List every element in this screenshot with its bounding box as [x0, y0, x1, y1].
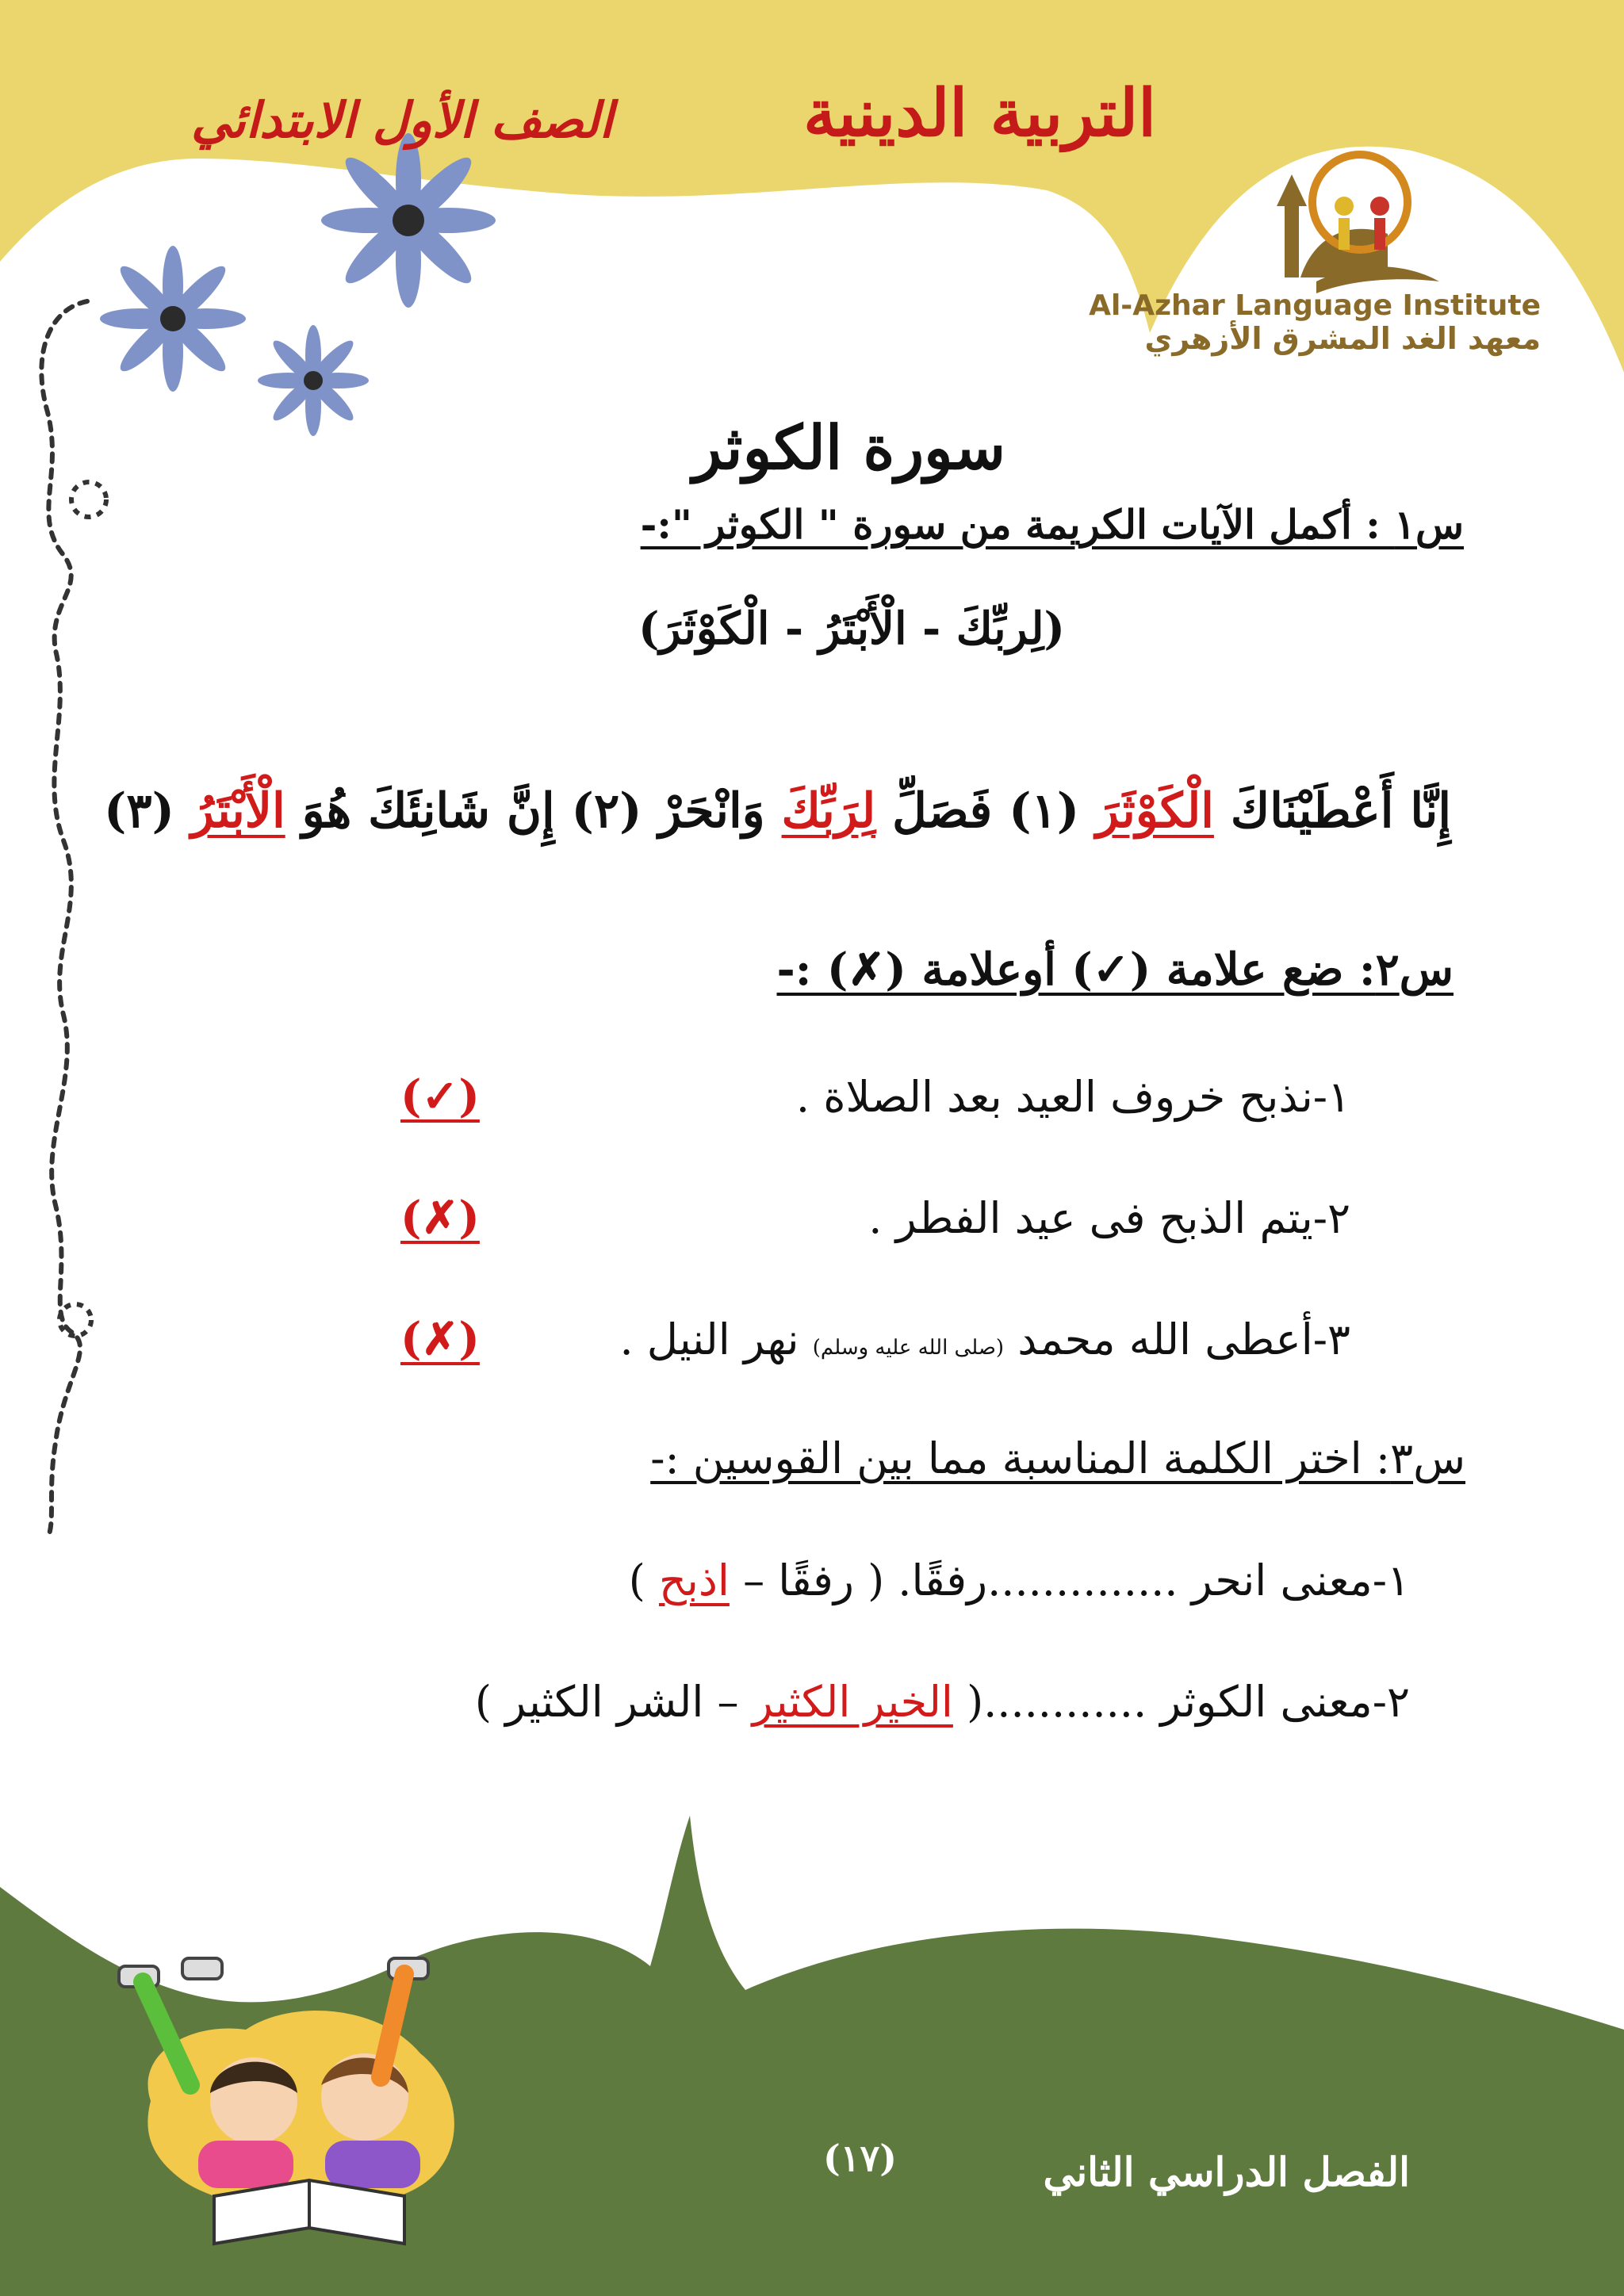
- dotted-vine: [41, 301, 87, 1538]
- lesson-title: سورة الكوثر: [692, 412, 1005, 483]
- question3-item: [475, 1677, 1410, 1727]
- question3-answer: اذبح: [658, 1556, 730, 1605]
- verse-text: (١) فَصَلِّ: [892, 783, 1080, 839]
- question2-item: ١-نذبح خروف العيد بعد الصلاة .: [795, 1072, 1350, 1122]
- question3-item-text: ): [628, 1556, 645, 1605]
- honorific-note: (صلى الله عليه وسلم): [812, 1336, 1005, 1360]
- verse-text: وَانْحَرْ (٢) إِنَّ شَانِئَكَ هُوَ: [301, 783, 765, 839]
- verse-text: (٣): [103, 783, 174, 839]
- question3-item-text: – الشر الكثير ): [474, 1677, 739, 1727]
- logo-arabic-name: معهد الغد المشرق الأزهري: [1144, 321, 1541, 356]
- logo-english-name: Al-Azhar Language Institute: [1089, 289, 1541, 322]
- flower-icon: [100, 246, 246, 392]
- cross-mark-answer: (✗): [400, 1192, 480, 1244]
- semester-label: الفصل الدراسي الثاني: [1043, 2149, 1410, 2195]
- question3-answer: الخير الكثير: [752, 1677, 953, 1727]
- institute-logo-icon: [1277, 155, 1439, 293]
- verse-answer: لِرَبِّكَ: [781, 783, 876, 839]
- verse-text: إِنَّا أَعْطَيْنَاكَ: [1230, 783, 1451, 839]
- verse-answer: الْكَوْثَرَ: [1096, 783, 1214, 839]
- question3-item-text: ١-معنى انحر ..............رفقًا. ( رفقًا –: [743, 1556, 1410, 1605]
- question1-prompt: س١ : أكمل الآيات الكريمة من سورة " الكوثر ":-: [640, 501, 1464, 548]
- question2-item: [619, 1314, 1350, 1364]
- question3-prompt: س٣: اختر الكلمة المناسبة مما بين القوسين :-: [650, 1433, 1465, 1483]
- verse-answer: الْأَبْتَرُ: [190, 783, 285, 839]
- page-number: (١٧): [823, 2137, 897, 2179]
- flower-icon: [258, 325, 369, 436]
- cross-mark-answer: (✗): [400, 1313, 480, 1365]
- question1-verse: [104, 783, 1451, 839]
- check-mark-answer: (✓): [400, 1070, 480, 1123]
- question1-word-bank: (لِربِّكَ - الْأَبْتَرُ - الْكَوْثَرَ): [638, 603, 1065, 655]
- question2-prompt: س٢: ضع علامة (✓) أوعلامة (✗) :-: [776, 943, 1454, 996]
- grade-title: الصف الأول الابتدائي: [190, 91, 613, 149]
- question3-item: [629, 1556, 1410, 1605]
- subject-title: التربية الدينية: [803, 75, 1156, 151]
- question2-item: ٢-يتم الذبح فى عيد الفطر .: [868, 1193, 1350, 1243]
- question2-item-text: نهر النيل .: [619, 1314, 799, 1364]
- question2-item-text: ٣-أعطى الله محمد: [1017, 1314, 1350, 1364]
- flower-icon: [321, 133, 496, 308]
- question3-item-text: ٢-معنى الكوثر ............(: [967, 1677, 1410, 1727]
